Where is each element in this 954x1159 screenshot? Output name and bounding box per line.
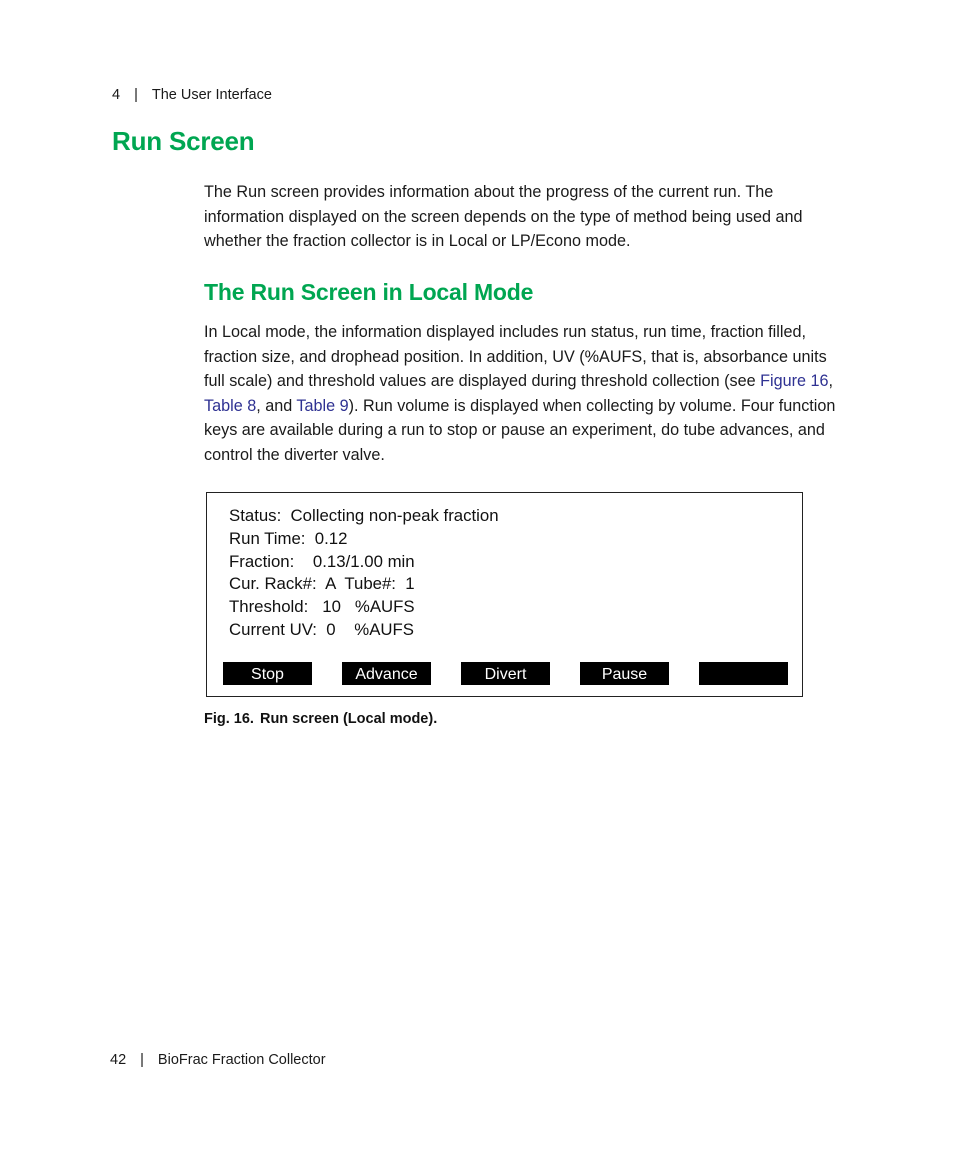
paragraph-text: , and <box>256 396 297 415</box>
divert-key[interactable]: Divert <box>461 662 550 685</box>
paragraph-text: In Local mode, the information displayed includes run status, run time, fraction filled, fraction size, and drophead position. In addition, UV (%AUFS, that is, absorbance units full scale) and threshold values are displayed during threshold collection (see <box>204 323 827 390</box>
run-time-line: Run Time: 0.12 <box>229 528 348 548</box>
running-header <box>112 87 272 103</box>
table-9-link[interactable]: Table 9 <box>296 396 349 415</box>
figure-16-link[interactable]: Figure 16 <box>760 372 829 390</box>
paragraph-text: ). Run volume is displayed when collecting by volume. Four function keys are available during a run to stop or pause an experiment, do tube advances, and control the diverter valve. <box>204 396 836 464</box>
advance-key[interactable]: Advance <box>342 662 431 685</box>
status-line: Status: Collecting non-peak fraction <box>229 506 499 525</box>
header-section-number: 4 <box>112 87 121 103</box>
run-status-lines <box>229 505 499 642</box>
table-8-link[interactable]: Table 8 <box>204 396 257 415</box>
stop-key[interactable]: Stop <box>223 662 312 685</box>
threshold-line: Threshold: 10 %AUFS <box>229 597 415 617</box>
intro-paragraph: The Run screen provides information about the progress of the current run. The information displayed on the screen depends on the type of method being used and whether the fraction collector is in Local or LP/Econo mode. <box>204 183 803 250</box>
footer-book-title: BioFrac Fraction Collector <box>157 1052 326 1068</box>
subsection-title: The Run Screen in Local Mode <box>204 279 534 305</box>
footer-page-number: 42 <box>110 1052 127 1068</box>
header-separator: | <box>134 87 138 103</box>
rack-tube-line: Cur. Rack#: A Tube#: 1 <box>229 574 415 594</box>
running-footer <box>110 1052 326 1068</box>
blank-key[interactable] <box>699 662 788 685</box>
caption-number: Fig. 16. <box>204 711 254 727</box>
section-title: Run Screen <box>112 126 255 156</box>
local-mode-paragraph <box>204 320 844 467</box>
caption-text: Run screen (Local mode). <box>259 711 438 727</box>
figure-caption <box>204 711 437 727</box>
header-chapter-title: The User Interface <box>151 87 272 103</box>
run-screen-figure <box>206 492 803 697</box>
fraction-line: Fraction: 0.13/1.00 min <box>229 551 415 571</box>
current-uv-line: Current UV: 0 %AUFS <box>229 619 414 639</box>
function-keys <box>223 662 788 686</box>
footer-separator: | <box>140 1052 144 1068</box>
pause-key[interactable]: Pause <box>580 662 669 685</box>
paragraph-text: , <box>828 372 833 390</box>
